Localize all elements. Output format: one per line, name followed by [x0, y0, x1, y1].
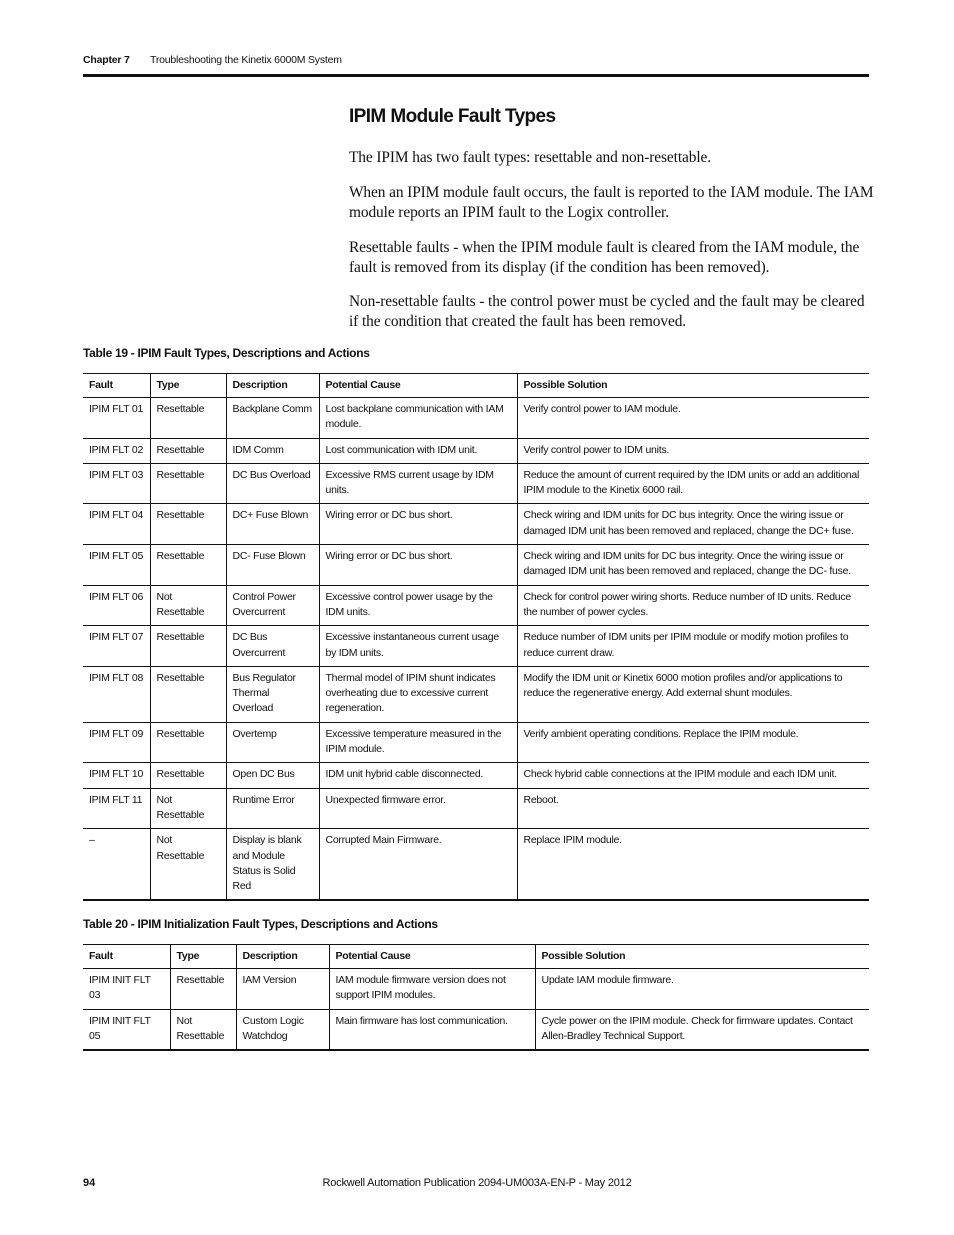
table-row [83, 763, 869, 788]
cell-description: Runtime Error [226, 788, 319, 829]
cell-possible-solution: Reduce number of IDM units per IPIM module or modify motion profiles to reduce current draw. [517, 626, 869, 667]
table-row [83, 969, 869, 1010]
cell-possible-solution: Reduce the amount of current required by the IDM units or add an additional IPIM module to the Kinetix 6000 rail. [517, 463, 869, 504]
cell-possible-solution: Cycle power on the IPIM module. Check for firmware updates. Contact Allen-Bradley Technical Support. [535, 1009, 869, 1050]
cell-description: Control Power Overcurrent [226, 585, 319, 626]
cell-possible-solution: Check wiring and IDM units for DC bus integrity. Once the wiring issue or damaged IDM unit has been removed and replaced, change the DC+ fuse. [517, 504, 869, 545]
cell-type: Not Resettable [170, 1009, 236, 1050]
cell-fault: IPIM FLT 09 [83, 722, 150, 763]
col-header-type: Type [170, 945, 236, 969]
table-row [83, 1009, 869, 1050]
table-row [83, 585, 869, 626]
cell-description: Custom Logic Watchdog [236, 1009, 329, 1050]
cell-fault: IPIM FLT 01 [83, 398, 150, 439]
cell-possible-solution: Verify ambient operating conditions. Replace the IPIM module. [517, 722, 869, 763]
cell-possible-solution: Verify control power to IDM units. [517, 438, 869, 463]
cell-potential-cause: Excessive RMS current usage by IDM units. [319, 463, 517, 504]
paragraph-1: The IPIM has two fault types: resettable and non-resettable. [349, 149, 711, 166]
section-title: IPIM Module Fault Types [349, 106, 556, 127]
cell-possible-solution: Verify control power to IAM module. [517, 398, 869, 439]
table-row [83, 666, 869, 722]
cell-type: Not Resettable [150, 829, 226, 901]
cell-possible-solution: Update IAM module firmware. [535, 969, 869, 1010]
cell-description: Backplane Comm [226, 398, 319, 439]
cell-type: Resettable [150, 722, 226, 763]
page-header [83, 54, 869, 74]
cell-description: DC+ Fuse Blown [226, 504, 319, 545]
cell-type: Resettable [170, 969, 236, 1010]
table19-caption: Table 19 - IPIM Fault Types, Descriptions and Actions [83, 346, 370, 360]
cell-fault: IPIM FLT 10 [83, 763, 150, 788]
cell-potential-cause: IAM module firmware version does not support IPIM modules. [329, 969, 535, 1010]
table-row [83, 829, 869, 901]
cell-fault: IPIM FLT 06 [83, 585, 150, 626]
cell-fault: IPIM FLT 02 [83, 438, 150, 463]
header-rule [83, 74, 869, 77]
cell-description: IDM Comm [226, 438, 319, 463]
cell-description: Bus Regulator Thermal Overload [226, 666, 319, 722]
paragraph-4: Non-resettable faults - the control power must be cycled and the fault may be cleared if the condition that created the fault has been removed. [349, 293, 865, 330]
cell-type: Resettable [150, 398, 226, 439]
paragraph-2: When an IPIM module fault occurs, the fault is reported to the IAM module. The IAM module reports an IPIM fault to the Logix controller. [349, 184, 874, 221]
col-header-description: Description [226, 374, 319, 398]
cell-potential-cause: Wiring error or DC bus short. [319, 545, 517, 586]
cell-possible-solution: Reboot. [517, 788, 869, 829]
table-row [83, 463, 869, 504]
cell-possible-solution: Check hybrid cable connections at the IPIM module and each IDM unit. [517, 763, 869, 788]
cell-description: Open DC Bus [226, 763, 319, 788]
publication-info: Rockwell Automation Publication 2094-UM003A-EN-P - May 2012 [322, 1177, 632, 1189]
table-row [83, 788, 869, 829]
table-row [83, 504, 869, 545]
cell-potential-cause: Excessive temperature measured in the IPIM module. [319, 722, 517, 763]
cell-type: Resettable [150, 666, 226, 722]
table19 [83, 373, 869, 901]
col-header-type: Type [150, 374, 226, 398]
cell-fault: IPIM FLT 07 [83, 626, 150, 667]
table20-header-row [83, 945, 869, 969]
cell-potential-cause: Thermal model of IPIM shunt indicates overheating due to excessive current regeneration. [319, 666, 517, 722]
cell-type: Not Resettable [150, 585, 226, 626]
cell-fault: IPIM FLT 04 [83, 504, 150, 545]
cell-fault: IPIM FLT 05 [83, 545, 150, 586]
cell-fault: IPIM INIT FLT 05 [83, 1009, 170, 1050]
cell-description: IAM Version [236, 969, 329, 1010]
table-row [83, 722, 869, 763]
cell-fault: IPIM FLT 03 [83, 463, 150, 504]
paragraph-3: Resettable faults - when the IPIM module fault is cleared from the IAM module, the fault is removed from its display (if the condition has been removed). [349, 239, 860, 276]
cell-possible-solution: Check wiring and IDM units for DC bus integrity. Once the wiring issue or damaged IDM unit has been removed and replaced, change the DC- fuse. [517, 545, 869, 586]
cell-description: DC- Fuse Blown [226, 545, 319, 586]
cell-fault: IPIM INIT FLT 03 [83, 969, 170, 1010]
col-header-fault: Fault [83, 374, 150, 398]
col-header-fault: Fault [83, 945, 170, 969]
table-row [83, 438, 869, 463]
cell-type: Resettable [150, 626, 226, 667]
cell-fault: IPIM FLT 08 [83, 666, 150, 722]
table-row [83, 545, 869, 586]
cell-description: DC Bus Overload [226, 463, 319, 504]
table20-caption: Table 20 - IPIM Initialization Fault Types, Descriptions and Actions [83, 917, 438, 931]
cell-potential-cause: Corrupted Main Firmware. [319, 829, 517, 901]
cell-type: Resettable [150, 438, 226, 463]
cell-potential-cause: IDM unit hybrid cable disconnected. [319, 763, 517, 788]
cell-potential-cause: Lost backplane communication with IAM module. [319, 398, 517, 439]
col-header-potential-cause: Potential Cause [319, 374, 517, 398]
cell-description: Display is blank and Module Status is Solid Red [226, 829, 319, 901]
cell-type: Resettable [150, 763, 226, 788]
col-header-description: Description [236, 945, 329, 969]
cell-fault: IPIM FLT 11 [83, 788, 150, 829]
chapter-label: Chapter 7 [83, 54, 130, 66]
cell-potential-cause: Lost communication with IDM unit. [319, 438, 517, 463]
table19-header-row [83, 374, 869, 398]
page-number: 94 [83, 1177, 96, 1189]
cell-type: Not Resettable [150, 788, 226, 829]
cell-potential-cause: Excessive control power usage by the IDM units. [319, 585, 517, 626]
chapter-title: Troubleshooting the Kinetix 6000M System [150, 54, 342, 66]
cell-potential-cause: Main firmware has lost communication. [329, 1009, 535, 1050]
cell-possible-solution: Modify the IDM unit or Kinetix 6000 motion profiles and/or applications to reduce the regenerative energy. Add external shunt modules. [517, 666, 869, 722]
cell-description: DC Bus Overcurrent [226, 626, 319, 667]
cell-type: Resettable [150, 545, 226, 586]
cell-potential-cause: Unexpected firmware error. [319, 788, 517, 829]
cell-fault: – [83, 829, 150, 901]
col-header-potential-cause: Potential Cause [329, 945, 535, 969]
col-header-possible-solution: Possible Solution [535, 945, 869, 969]
cell-potential-cause: Wiring error or DC bus short. [319, 504, 517, 545]
table20 [83, 944, 869, 1051]
cell-type: Resettable [150, 504, 226, 545]
table-row [83, 398, 869, 439]
cell-possible-solution: Replace IPIM module. [517, 829, 869, 901]
cell-description: Overtemp [226, 722, 319, 763]
cell-possible-solution: Check for control power wiring shorts. Reduce number of ID units. Reduce the number of power cycles. [517, 585, 869, 626]
cell-type: Resettable [150, 463, 226, 504]
cell-potential-cause: Excessive instantaneous current usage by IDM units. [319, 626, 517, 667]
col-header-possible-solution: Possible Solution [517, 374, 869, 398]
table-row [83, 626, 869, 667]
